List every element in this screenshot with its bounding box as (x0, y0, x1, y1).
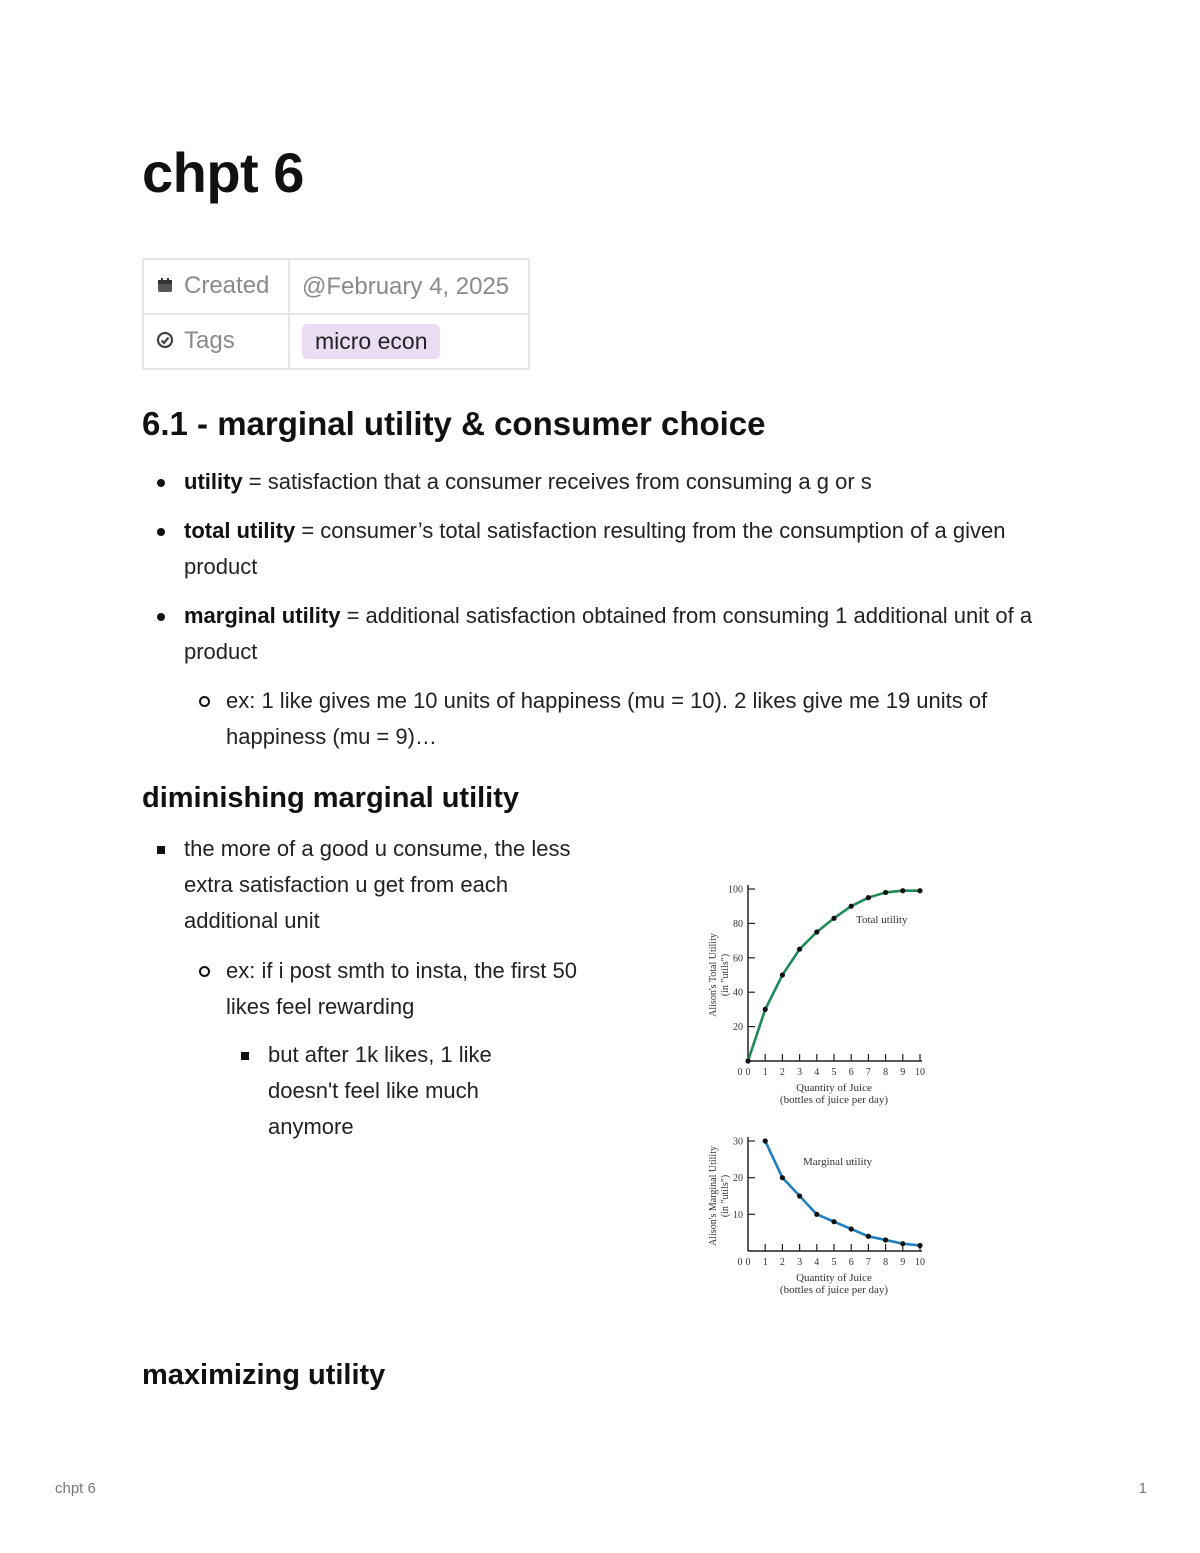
properties-table (142, 258, 530, 370)
section2-list (184, 831, 594, 939)
y-axis-label: Alison's Total Utility (708, 933, 719, 1017)
data-point (814, 1212, 819, 1217)
y-tick-label: 20 (733, 1173, 743, 1185)
footer-title: chpt 6 (55, 1480, 96, 1497)
page-number: 1 (1138, 1480, 1147, 1497)
x-tick-label: 5 (831, 1067, 837, 1078)
series-label: Total utility (856, 914, 908, 926)
series-label: Marginal utility (803, 1156, 873, 1168)
x-tick-label: 1 (762, 1257, 768, 1268)
definition: = satisfaction that a consumer receives from consuming a g or s (242, 469, 872, 494)
data-point (780, 972, 785, 977)
tag-badge[interactable]: micro econ (302, 324, 440, 359)
data-point (849, 904, 854, 909)
data-point (797, 947, 802, 952)
term: marginal utility (184, 603, 341, 628)
data-point (745, 1058, 750, 1063)
tags-label: Tags (184, 327, 235, 355)
x-axis-label-2: (bottles of juice per day) (779, 1284, 889, 1296)
calendar-icon (156, 273, 174, 301)
term: utility (184, 469, 243, 494)
x-tick-label: 9 (900, 1067, 906, 1078)
y-axis-label-2: (in "utils") (720, 953, 731, 997)
origin-label: 0 (737, 1257, 743, 1268)
tags-icon (156, 328, 174, 356)
x-tick-label: 4 (814, 1257, 820, 1268)
list-item (184, 598, 1074, 670)
property-row-tags (143, 314, 529, 369)
data-point (917, 1243, 922, 1248)
page-title: chpt 6 (142, 141, 304, 204)
x-tick-label: 6 (848, 1067, 854, 1078)
y-tick-label: 80 (733, 918, 743, 930)
x-axis-label: Quantity of Juice (796, 1082, 872, 1094)
x-tick-label: 1 (762, 1067, 768, 1078)
data-point (900, 888, 905, 893)
section-heading-maximizing: maximizing utility (142, 1359, 386, 1391)
x-tick-label: 8 (883, 1257, 889, 1268)
x-tick-label: 0 (745, 1257, 751, 1268)
list-item: ex: 1 like gives me 10 units of happiness (mu = 10). 2 likes give me 19 units of happiness (mu = 9)… (226, 683, 1076, 755)
x-tick-label: 2 (779, 1067, 785, 1078)
x-tick-label: 10 (915, 1067, 925, 1078)
x-tick-label: 3 (797, 1257, 803, 1268)
list-item: ex: if i post smth to insta, the first 50 likes feel rewarding (226, 953, 586, 1025)
data-point (866, 895, 871, 900)
tags-value[interactable] (289, 314, 529, 369)
x-tick-label: 3 (797, 1067, 803, 1078)
y-tick-label: 100 (728, 884, 743, 896)
x-tick-label: 4 (814, 1067, 820, 1078)
y-tick-label: 60 (733, 953, 743, 965)
list-item: the more of a good u consume, the less extra satisfaction u get from each additional unit (184, 831, 594, 939)
section2-subsublist (268, 1037, 558, 1145)
x-tick-label: 7 (865, 1067, 871, 1078)
term: total utility (184, 518, 296, 543)
property-row-created (143, 259, 529, 314)
y-tick-label: 20 (733, 1022, 743, 1034)
x-tick-label: 0 (745, 1067, 751, 1078)
y-axis-label-2: (in "utils") (720, 1174, 731, 1218)
x-tick-label: 7 (865, 1257, 871, 1268)
y-tick-label: 10 (733, 1209, 743, 1221)
property-key-tags (143, 314, 289, 369)
x-tick-label: 8 (883, 1067, 889, 1078)
x-axis-label: Quantity of Juice (796, 1272, 872, 1284)
created-label: Created (184, 272, 270, 300)
x-axis-label-2: (bottles of juice per day) (779, 1094, 889, 1106)
list-item (184, 513, 1074, 585)
list-item: but after 1k likes, 1 like doesn't feel like much anymore (268, 1037, 558, 1145)
created-value[interactable]: @February 4, 2025 (289, 259, 529, 314)
x-tick-label: 2 (779, 1257, 785, 1268)
data-point (849, 1226, 854, 1231)
data-point (831, 1219, 836, 1224)
definition: = additional satisfaction obtained from consuming 1 additional unit of a product (184, 603, 1033, 664)
data-point (797, 1193, 802, 1198)
x-tick-label: 10 (915, 1257, 925, 1268)
property-key-created (143, 259, 289, 314)
total-utility-chart (700, 870, 940, 1110)
x-tick-label: 6 (848, 1257, 854, 1268)
section-heading-diminishing: diminishing marginal utility (142, 782, 520, 814)
section1-list (184, 464, 1074, 670)
data-point (814, 929, 819, 934)
list-item (184, 464, 1074, 500)
data-point (900, 1241, 905, 1246)
y-axis-label: Alison's Marginal Utility (708, 1146, 719, 1246)
x-tick-label: 9 (900, 1257, 906, 1268)
section1-sublist (226, 683, 1076, 755)
data-point (917, 888, 922, 893)
data-point (883, 1237, 888, 1242)
section-heading-marginal-utility: 6.1 - marginal utility & consumer choice (142, 405, 766, 442)
data-point (831, 916, 836, 921)
data-point (866, 1234, 871, 1239)
definition: = consumer’s total satisfaction resulting from the consumption of a given product (184, 518, 1006, 579)
origin-label: 0 (737, 1067, 743, 1078)
data-point (763, 1007, 768, 1012)
y-tick-label: 30 (733, 1136, 743, 1148)
data-point (763, 1138, 768, 1143)
marginal-utility-chart (700, 1125, 940, 1305)
data-point (780, 1175, 785, 1180)
x-tick-label: 5 (831, 1257, 837, 1268)
y-tick-label: 40 (733, 987, 743, 999)
section2-sublist (226, 953, 586, 1025)
data-point (883, 890, 888, 895)
